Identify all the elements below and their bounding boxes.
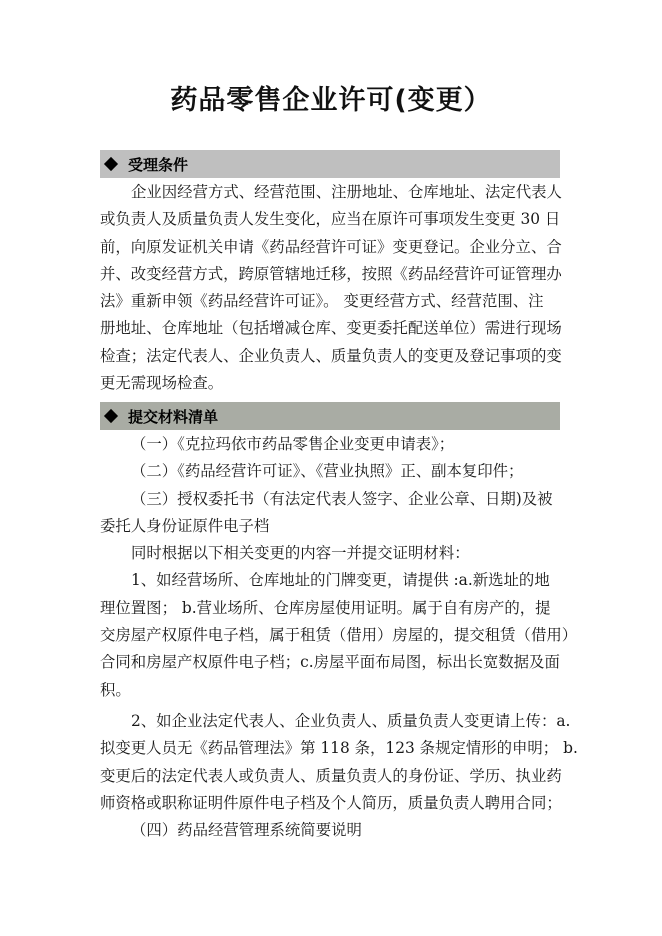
paragraph-line: 拟变更人员无《药品管理法》第 118 条，123 条规定情形的申明； b.: [100, 739, 578, 758]
section-heading-text: 受理条件: [128, 155, 189, 174]
paragraph-line: 理位置图； b.营业场所、仓库房屋使用证明。属于自有房产的，提: [100, 598, 551, 617]
paragraph-line: 并、改变经营方式，跨原管辖地迁移，按照《药品经营许可证管理办: [100, 264, 562, 283]
paragraph-line: 积。: [100, 680, 131, 699]
paragraph-line: 册地址、仓库地址（包括增减仓库、变更委托配送单位）需进行现场: [100, 319, 562, 338]
paragraph-line: 前，向原发证机关申请《药品经营许可证》变更登记。企业分立、合: [100, 237, 562, 256]
paragraph-line: 交房屋产权原件电子档，属于租赁（借用）房屋的，提交租赁（借用）: [100, 626, 578, 645]
list-item: （四）药品经营管理系统简要说明: [131, 821, 362, 840]
section-heading-text: 提交材料清单: [128, 407, 219, 426]
list-item: （二）《药品经营许可证》、《营业执照》正、副本复印件；: [131, 462, 524, 481]
paragraph-line: 师资格或职称证明件原件电子档及个人简历，质量负责人聘用合同；: [100, 793, 562, 812]
section-heading-acceptance-conditions: [100, 150, 560, 178]
paragraph-line: 1、如经营场所、仓库地址的门牌变更，请提供 :a.新选址的地: [131, 571, 550, 590]
document-title: 药品零售企业许可(变更）: [170, 85, 492, 116]
diamond-bullet-icon: [104, 409, 118, 423]
list-item: （三）授权委托书（有法定代表人签字、企业公章、日期)及被: [131, 489, 553, 508]
section-body-acceptance-conditions: [100, 179, 570, 397]
paragraph-line: 变更后的法定代表人或负责人、质量负责人的身份证、学历、执业药: [100, 766, 562, 785]
paragraph-line: 更无需现场检查。: [100, 374, 224, 393]
diamond-bullet-icon: [104, 157, 118, 171]
paragraph-line: 检查；法定代表人、企业负责人、质量负责人的变更及登记事项的变: [100, 346, 562, 365]
paragraph-line: 企业因经营方式、经营范围、注册地址、仓库地址、法定代表人: [131, 183, 562, 201]
section-body-submission-materials: [100, 431, 578, 844]
paragraph-line: 合同和房屋产权原件电子档；c.房屋平面布局图，标出长宽数据及面: [100, 653, 560, 672]
list-item-continuation: 委托人身份证原件电子档: [100, 516, 270, 535]
paragraph-line: 2、如企业法定代表人、企业负责人、质量负责人变更请上传：a.: [131, 711, 571, 730]
section-heading-submission-materials: [100, 402, 560, 430]
paragraph-line: 同时根据以下相关变更的内容一并提交证明材料：: [131, 544, 470, 563]
paragraph-line: 法》重新申领《药品经营许可证》。 变更经营方式、经营范围、注: [100, 292, 544, 311]
list-item: （一）《克拉玛依市药品零售企业变更申请表》；: [131, 435, 455, 453]
paragraph-line: 或负责人及质量负责人发生变化，应当在原许可事项发生变更 30 日: [100, 210, 561, 229]
